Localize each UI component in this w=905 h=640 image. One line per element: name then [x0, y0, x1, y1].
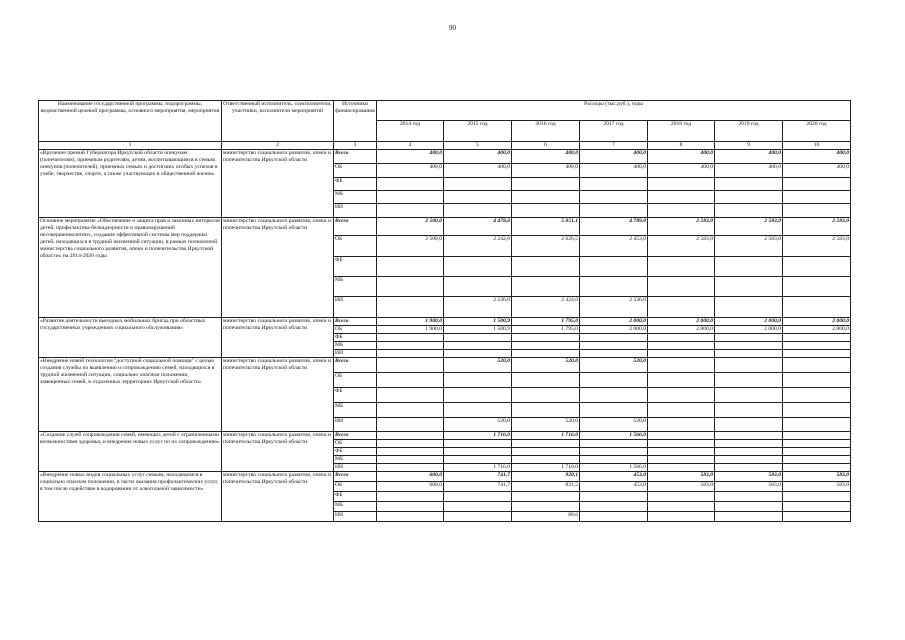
amount-cell: 1 716,0 — [512, 432, 580, 440]
amount-cell — [648, 492, 715, 502]
column-number: 3 — [334, 142, 377, 150]
amount-cell: 741,7 — [444, 472, 512, 482]
amount-cell: 400,0 — [580, 150, 648, 164]
amount-cell — [377, 388, 444, 403]
column-number: 7 — [580, 142, 648, 150]
funding-source: Всего — [334, 318, 377, 326]
amount-cell — [444, 257, 512, 277]
funding-source: ОБ — [334, 236, 377, 257]
amount-cell — [377, 418, 444, 432]
executor-cell: министерство социального развития, опеки и попечительства Иркутской области — [222, 432, 334, 472]
amount-cell — [580, 334, 648, 342]
amount-cell — [444, 492, 512, 502]
amount-cell — [715, 277, 783, 297]
amount-cell — [715, 440, 783, 448]
amount-cell — [444, 277, 512, 297]
amount-cell — [648, 403, 715, 418]
amount-cell — [580, 502, 648, 512]
amount-cell: 453,0 — [580, 482, 648, 492]
amount-cell: 400,0 — [512, 150, 580, 164]
amount-cell — [783, 297, 851, 318]
amount-cell — [715, 342, 783, 350]
amount-cell — [648, 388, 715, 403]
header-year: 2016 год — [512, 121, 580, 142]
amount-cell — [377, 432, 444, 440]
amount-cell — [648, 334, 715, 342]
amount-cell: 2 000,0 — [648, 318, 715, 326]
amount-cell — [648, 191, 715, 204]
column-number: 4 — [377, 142, 444, 150]
amount-cell: 2 500,0 — [377, 236, 444, 257]
amount-cell — [444, 373, 512, 388]
amount-cell — [783, 350, 851, 358]
funding-source: МБ — [334, 502, 377, 512]
amount-cell: 2 000,0 — [783, 318, 851, 326]
amount-cell: 831,5 — [512, 482, 580, 492]
amount-cell: 1 900,0 — [377, 318, 444, 326]
amount-cell: 2 000,0 — [715, 326, 783, 334]
amount-cell — [715, 257, 783, 277]
amount-cell — [444, 204, 512, 218]
amount-cell: 400,0 — [715, 150, 783, 164]
amount-cell: 2 583,0 — [783, 218, 851, 236]
amount-cell: 400,0 — [377, 150, 444, 164]
amount-cell — [715, 418, 783, 432]
funding-source: ОБ — [334, 373, 377, 388]
amount-cell — [377, 448, 444, 456]
header-expenses: Расходы (тыс.руб.), годы — [377, 101, 851, 121]
amount-cell: 920,1 — [512, 472, 580, 482]
amount-cell — [580, 373, 648, 388]
amount-cell: 520,0 — [580, 418, 648, 432]
amount-cell — [444, 403, 512, 418]
amount-cell — [512, 191, 580, 204]
amount-cell — [715, 432, 783, 440]
amount-cell: 2 626,5 — [512, 236, 580, 257]
amount-cell — [444, 342, 512, 350]
funding-source: ФБ — [334, 388, 377, 403]
amount-cell — [444, 512, 512, 522]
amount-cell: 1 795,0 — [512, 326, 580, 334]
amount-cell — [377, 512, 444, 522]
amount-cell — [512, 403, 580, 418]
amount-cell — [648, 350, 715, 358]
executor-cell: министерство социального развития, опеки и попечительства Иркутской области — [222, 472, 334, 522]
amount-cell — [715, 204, 783, 218]
amount-cell — [377, 342, 444, 350]
amount-cell — [648, 456, 715, 464]
amount-cell: 520,0 — [444, 358, 512, 373]
amount-cell — [512, 388, 580, 403]
amount-cell — [783, 403, 851, 418]
amount-cell — [444, 388, 512, 403]
column-number: 6 — [512, 142, 580, 150]
table-row — [39, 218, 851, 236]
funding-source: ФБ — [334, 492, 377, 502]
amount-cell — [783, 418, 851, 432]
amount-cell — [377, 403, 444, 418]
table-body — [39, 150, 851, 522]
amount-cell — [715, 178, 783, 191]
amount-cell: 1 716,0 — [444, 432, 512, 440]
amount-cell: 5 051,1 — [512, 218, 580, 236]
amount-cell: 4 789,0 — [580, 218, 648, 236]
funding-source: ФБ — [334, 257, 377, 277]
amount-cell — [580, 492, 648, 502]
amount-cell — [512, 277, 580, 297]
amount-cell — [715, 350, 783, 358]
funding-source: ИИ — [334, 297, 377, 318]
amount-cell — [783, 388, 851, 403]
amount-cell: 2 236,0 — [444, 297, 512, 318]
amount-cell: 1 500,9 — [444, 318, 512, 326]
table-row — [39, 432, 851, 440]
measure-name: «Вручение премий Губернатора Иркутской области опекунам (попечителям), приемным родителям, детям, воспитывающимся в семьях опекунов (попечителей), приемных семьях и достигших особых успехов в учебе, творчестве, спорте, а также участвующих в общественной жизни» — [39, 150, 222, 218]
amount-cell — [444, 191, 512, 204]
column-number: 8 — [648, 142, 715, 150]
amount-cell — [783, 464, 851, 472]
amount-cell — [648, 297, 715, 318]
amount-cell — [648, 342, 715, 350]
amount-cell: 1 566,0 — [580, 432, 648, 440]
amount-cell — [377, 257, 444, 277]
amount-cell — [512, 502, 580, 512]
funding-source: Всего — [334, 218, 377, 236]
funding-source: Всего — [334, 150, 377, 164]
funding-source: Всего — [334, 472, 377, 482]
budget-table — [38, 100, 851, 522]
amount-cell — [648, 358, 715, 373]
amount-cell: 400,0 — [783, 164, 851, 178]
executor-cell: министерство социального развития, опеки и попечительства Иркутской области — [222, 318, 334, 358]
amount-cell: 1 500,9 — [444, 326, 512, 334]
amount-cell: 520,0 — [444, 418, 512, 432]
executor-cell: министерство социального развития, опеки и попечительства Иркутской области — [222, 150, 334, 218]
column-number: 10 — [783, 142, 851, 150]
header-year: 2014 год — [377, 121, 444, 142]
amount-cell: 583,0 — [715, 482, 783, 492]
amount-cell: 400,0 — [444, 164, 512, 178]
funding-source: ИИ — [334, 464, 377, 472]
amount-cell — [580, 178, 648, 191]
header-year: 2020 год — [783, 121, 851, 142]
header-source: Источники финансирования — [334, 101, 377, 142]
amount-cell: 2 583,0 — [783, 236, 851, 257]
amount-cell — [715, 388, 783, 403]
measure-name: «Внедрение новой технологии "доступной социальной помощи" с целью создания службы по выявлению и сопровождению семей, находящихся в трудной жизненной ситуации, социально опасном положении, замещенных семей, в отдаленных территориях Иркутской области» — [39, 358, 222, 432]
header-year: 2019 год — [715, 121, 783, 142]
amount-cell — [377, 178, 444, 191]
amount-cell — [715, 373, 783, 388]
amount-cell — [444, 440, 512, 448]
amount-cell — [444, 502, 512, 512]
amount-cell — [377, 464, 444, 472]
funding-source: ОБ — [334, 482, 377, 492]
amount-cell: 453,0 — [580, 472, 648, 482]
amount-cell — [648, 502, 715, 512]
amount-cell: 520,0 — [512, 358, 580, 373]
measure-name: «Развитие деятельности выездных мобильных бригад при областных государственных учреждениях социального обслуживания» — [39, 318, 222, 358]
amount-cell — [783, 448, 851, 456]
amount-cell — [580, 456, 648, 464]
amount-cell — [648, 277, 715, 297]
amount-cell — [580, 512, 648, 522]
amount-cell — [580, 257, 648, 277]
table-row — [39, 150, 851, 164]
amount-cell — [648, 432, 715, 440]
amount-cell — [783, 178, 851, 191]
amount-cell: 2 583,0 — [648, 218, 715, 236]
amount-cell — [648, 448, 715, 456]
amount-cell — [648, 373, 715, 388]
amount-cell — [512, 334, 580, 342]
amount-cell: 520,0 — [512, 418, 580, 432]
amount-cell: 520,0 — [580, 358, 648, 373]
amount-cell — [580, 388, 648, 403]
amount-cell: 583,0 — [648, 482, 715, 492]
amount-cell: 2 000,0 — [648, 326, 715, 334]
amount-cell — [512, 373, 580, 388]
amount-cell — [444, 350, 512, 358]
amount-cell: 2 000,0 — [715, 318, 783, 326]
amount-cell: 583,0 — [783, 482, 851, 492]
funding-source: ОБ — [334, 440, 377, 448]
amount-cell — [512, 350, 580, 358]
amount-cell: 741,7 — [444, 482, 512, 492]
amount-cell — [512, 178, 580, 191]
amount-cell — [377, 502, 444, 512]
amount-cell — [648, 464, 715, 472]
header-year: 2018 год — [648, 121, 715, 142]
executor-cell: министерство социального развития, опеки и попечительства Иркутской области — [222, 218, 334, 318]
amount-cell: 583,0 — [715, 472, 783, 482]
amount-cell — [783, 502, 851, 512]
amount-cell: 4 478,6 — [444, 218, 512, 236]
amount-cell — [783, 257, 851, 277]
amount-cell: 400,0 — [648, 164, 715, 178]
amount-cell — [444, 448, 512, 456]
amount-cell — [715, 297, 783, 318]
amount-cell — [444, 178, 512, 191]
amount-cell — [783, 492, 851, 502]
amount-cell — [715, 334, 783, 342]
table-row — [39, 472, 851, 482]
amount-cell — [715, 403, 783, 418]
amount-cell: 400,0 — [377, 164, 444, 178]
funding-source: МБ — [334, 403, 377, 418]
amount-cell — [783, 440, 851, 448]
amount-cell: 1 795,0 — [512, 318, 580, 326]
amount-cell — [444, 334, 512, 342]
amount-cell: 2 242,6 — [444, 236, 512, 257]
funding-source: ФБ — [334, 178, 377, 191]
amount-cell — [580, 440, 648, 448]
amount-cell: 2 583,0 — [715, 236, 783, 257]
measure-name: «Внедрение новых видов социальных услуг семьям, находящимся в социально опасном положении, в части оказания профилактических услуг, в том числе содействие в кодировании от алкогольной зависимости» — [39, 472, 222, 522]
amount-cell: 1 566,0 — [580, 464, 648, 472]
amount-cell — [715, 191, 783, 204]
amount-cell: 583,0 — [648, 472, 715, 482]
amount-cell — [512, 456, 580, 464]
amount-cell — [715, 512, 783, 522]
funding-source: МБ — [334, 191, 377, 204]
amount-cell — [580, 204, 648, 218]
funding-source: ИИ — [334, 512, 377, 522]
amount-cell: 2 000,0 — [580, 326, 648, 334]
table-row — [39, 318, 851, 326]
amount-cell — [715, 492, 783, 502]
funding-source: ИИ — [334, 418, 377, 432]
amount-cell — [377, 204, 444, 218]
header-name: Наименование государственной программы, подпрограммы, ведомственной целевой программы, основного мероприятия, мероприятия — [39, 101, 222, 142]
amount-cell — [648, 418, 715, 432]
amount-cell: 600,0 — [377, 482, 444, 492]
amount-cell — [783, 358, 851, 373]
amount-cell — [648, 440, 715, 448]
amount-cell — [783, 204, 851, 218]
amount-cell: 1 716,0 — [444, 464, 512, 472]
funding-source: ОБ — [334, 164, 377, 178]
funding-source: Всего — [334, 358, 377, 373]
column-number: 2 — [222, 142, 334, 150]
amount-cell — [715, 502, 783, 512]
amount-cell — [580, 277, 648, 297]
amount-cell — [580, 350, 648, 358]
funding-source: МБ — [334, 456, 377, 464]
header-year: 2015 год — [444, 121, 512, 142]
amount-cell: 2 583,0 — [648, 236, 715, 257]
amount-cell — [512, 342, 580, 350]
amount-cell — [783, 512, 851, 522]
measure-name: «Создание служб сопровождения семей, имеющих детей с ограниченными возможностями здоровья, и внедрение новых услуг по их сопровождению» — [39, 432, 222, 472]
amount-cell: 2 336,0 — [580, 297, 648, 318]
amount-cell — [715, 448, 783, 456]
amount-cell — [377, 373, 444, 388]
amount-cell: 1 900,0 — [377, 326, 444, 334]
amount-cell — [512, 440, 580, 448]
amount-cell: 400,0 — [444, 150, 512, 164]
funding-source: ФБ — [334, 334, 377, 342]
amount-cell — [512, 448, 580, 456]
amount-cell: 400,0 — [783, 150, 851, 164]
amount-cell: 400,0 — [580, 164, 648, 178]
amount-cell — [377, 456, 444, 464]
amount-cell: 2 000,0 — [580, 318, 648, 326]
amount-cell — [783, 373, 851, 388]
amount-cell — [580, 342, 648, 350]
amount-cell — [783, 334, 851, 342]
column-number: 1 — [39, 142, 222, 150]
amount-cell — [783, 191, 851, 204]
funding-source: МБ — [334, 277, 377, 297]
amount-cell — [783, 432, 851, 440]
amount-cell — [783, 456, 851, 464]
funding-source: ИИ — [334, 350, 377, 358]
amount-cell: 600,0 — [377, 472, 444, 482]
funding-source: ИИ — [334, 204, 377, 218]
amount-cell: 400,0 — [512, 164, 580, 178]
amount-cell — [512, 492, 580, 502]
amount-cell — [580, 403, 648, 418]
amount-cell — [377, 492, 444, 502]
amount-cell — [512, 257, 580, 277]
column-number: 5 — [444, 142, 512, 150]
amount-cell: 400,0 — [648, 150, 715, 164]
amount-cell — [648, 204, 715, 218]
amount-cell — [580, 448, 648, 456]
amount-cell — [377, 334, 444, 342]
amount-cell: 2 583,0 — [715, 218, 783, 236]
funding-source: МБ — [334, 342, 377, 350]
amount-cell — [648, 512, 715, 522]
executor-cell: министерство социального развития, опеки и попечительства Иркутской области — [222, 358, 334, 432]
header-year: 2017 год — [580, 121, 648, 142]
amount-cell: 583,0 — [783, 472, 851, 482]
amount-cell — [377, 191, 444, 204]
page-number: 90 — [449, 24, 456, 32]
amount-cell — [377, 350, 444, 358]
amount-cell — [783, 277, 851, 297]
amount-cell — [377, 277, 444, 297]
amount-cell — [648, 257, 715, 277]
amount-cell — [377, 440, 444, 448]
amount-cell: 400,0 — [715, 164, 783, 178]
amount-cell — [512, 204, 580, 218]
amount-cell: 2 453,0 — [580, 236, 648, 257]
funding-source: Всего — [334, 432, 377, 440]
amount-cell: 2 000,0 — [783, 326, 851, 334]
funding-source: ФБ — [334, 448, 377, 456]
amount-cell: 2 500,0 — [377, 218, 444, 236]
amount-cell — [648, 178, 715, 191]
amount-cell: 2 424,6 — [512, 297, 580, 318]
amount-cell: 1 716,0 — [512, 464, 580, 472]
table-row — [39, 358, 851, 373]
header-executor: Ответственный исполнитель, соисполнители, участники, исполнители мероприятий — [222, 101, 334, 142]
amount-cell — [444, 456, 512, 464]
amount-cell — [715, 358, 783, 373]
amount-cell — [715, 456, 783, 464]
amount-cell — [715, 464, 783, 472]
amount-cell: 88,6 — [512, 512, 580, 522]
measure-name: Основное мероприятие «Обеспечение и защита прав и законных интересов детей, профилактика безнадзорности и правонарушений несовершеннолетних, создания эффективной системы мер поддержки детей, находящихся в трудной жизненной ситуации, в рамках полномочий министерства социального развития, опеки и попечительства Иркутской области» на 2014-2020 годы — [39, 218, 222, 318]
amount-cell — [377, 297, 444, 318]
amount-cell — [377, 358, 444, 373]
amount-cell — [580, 191, 648, 204]
column-number: 9 — [715, 142, 783, 150]
funding-source: ОБ — [334, 326, 377, 334]
amount-cell — [783, 342, 851, 350]
